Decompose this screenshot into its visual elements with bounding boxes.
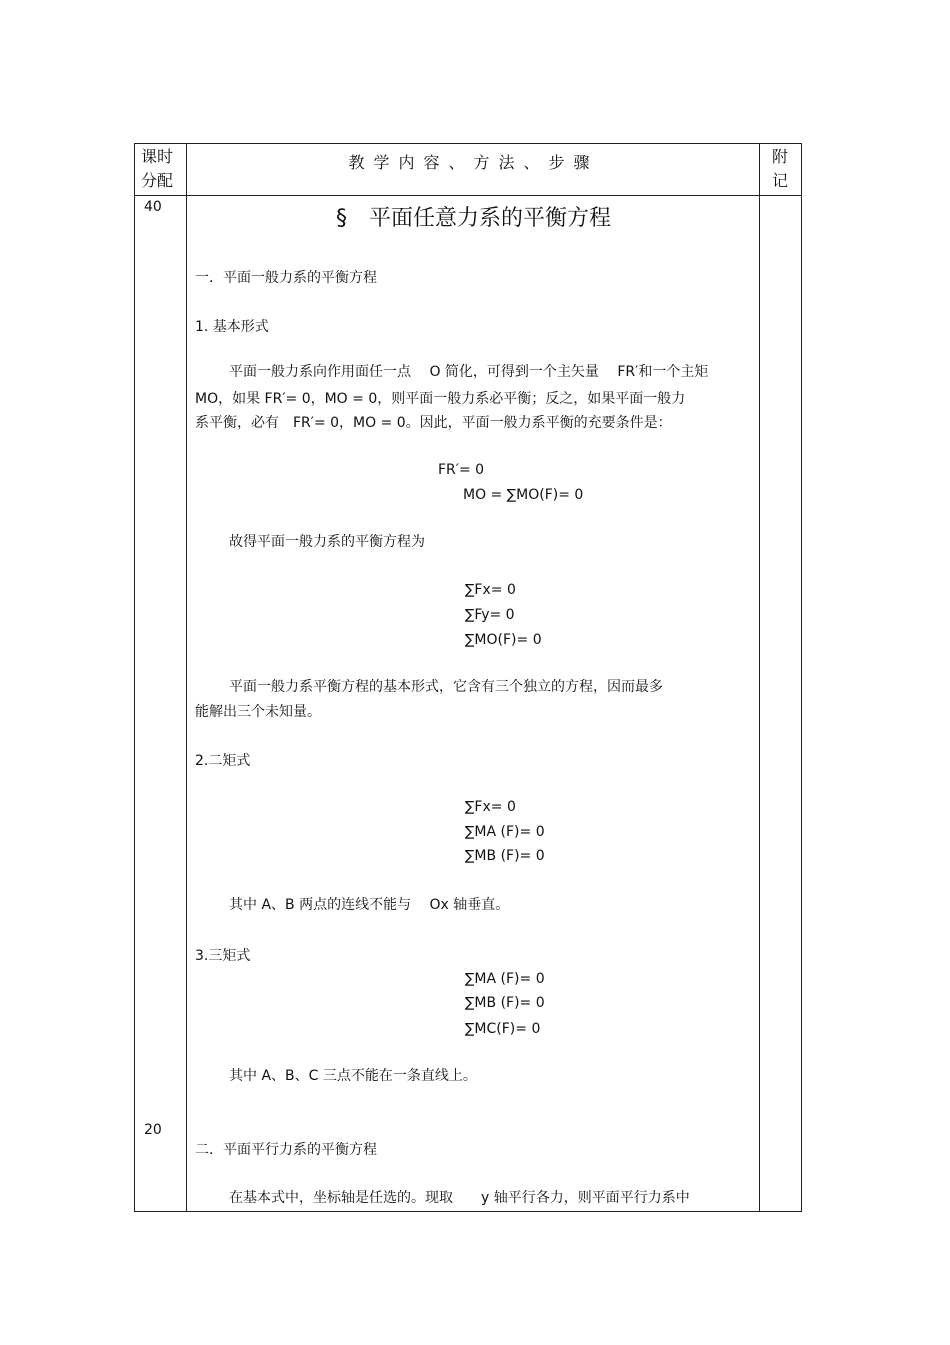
header-divider	[135, 195, 801, 196]
paragraph-line: MO，如果 FR′= 0，MO = 0，则平面一般力系必平衡；反之，如果平面一般力	[195, 391, 686, 407]
paragraph-line: 其中 A、B 两点的连线不能与 Ox 轴垂直。	[229, 897, 510, 913]
header-time-line2: 分配	[141, 171, 174, 190]
header-content: 教学内容、方法、步骤	[348, 153, 599, 172]
lesson-plan-table	[134, 143, 802, 1212]
paragraph-line: 故得平面一般力系的平衡方程为	[229, 534, 425, 550]
subheading-basic-form: 1. 基本形式	[195, 319, 269, 335]
subheading-two-moment-form: 2.二矩式	[195, 753, 251, 769]
equation-line: ∑Fx= 0	[465, 582, 516, 598]
equation-line: ∑MA (F)= 0	[465, 971, 545, 987]
equation-line: ∑MB (F)= 0	[465, 995, 545, 1011]
header-notes-line2: 记	[772, 171, 789, 190]
equation-line: ∑MO(F)= 0	[465, 632, 542, 648]
paragraph-line: 系平衡，必有 FR′= 0，MO = 0。因此，平面一般力系平衡的充要条件是：	[195, 415, 672, 431]
equation-line: ∑MA (F)= 0	[465, 824, 545, 840]
equation-line: ∑MB (F)= 0	[465, 848, 545, 864]
time-allocation-20: 20	[144, 1122, 162, 1138]
header-time-line1: 课时	[141, 147, 174, 166]
section-title: § 平面任意力系的平衡方程	[335, 206, 611, 231]
paragraph-line: 平面一般力系平衡方程的基本形式，它含有三个独立的方程，因而最多	[229, 679, 663, 695]
equation-line: ∑Fy= 0	[465, 607, 515, 623]
paragraph-line: 平面一般力系向作用面任一点 O 简化，可得到一个主矢量 FR′和一个主矩	[229, 364, 709, 380]
time-allocation-40: 40	[144, 199, 162, 215]
paragraph-line: 能解出三个未知量。	[195, 704, 321, 720]
column-divider	[759, 144, 760, 1211]
paragraph-line: 其中 A、B、C 三点不能在一条直线上。	[229, 1068, 477, 1084]
heading-parallel-equilibrium: 二．平面平行力系的平衡方程	[195, 1142, 377, 1158]
paragraph-line: 在基本式中，坐标轴是任选的。现取 y 轴平行各力，则平面平行力系中	[229, 1190, 690, 1206]
equation-line: ∑Fx= 0	[465, 799, 516, 815]
equation-line: MO = ∑MO(F)= 0	[463, 487, 584, 503]
header-notes-line1: 附	[772, 147, 789, 166]
heading-general-equilibrium: 一．平面一般力系的平衡方程	[195, 270, 377, 286]
subheading-three-moment-form: 3.三矩式	[195, 948, 251, 964]
equation-line: FR′= 0	[438, 462, 485, 478]
equation-line: ∑MC(F)= 0	[465, 1021, 541, 1037]
column-divider	[186, 144, 187, 1211]
